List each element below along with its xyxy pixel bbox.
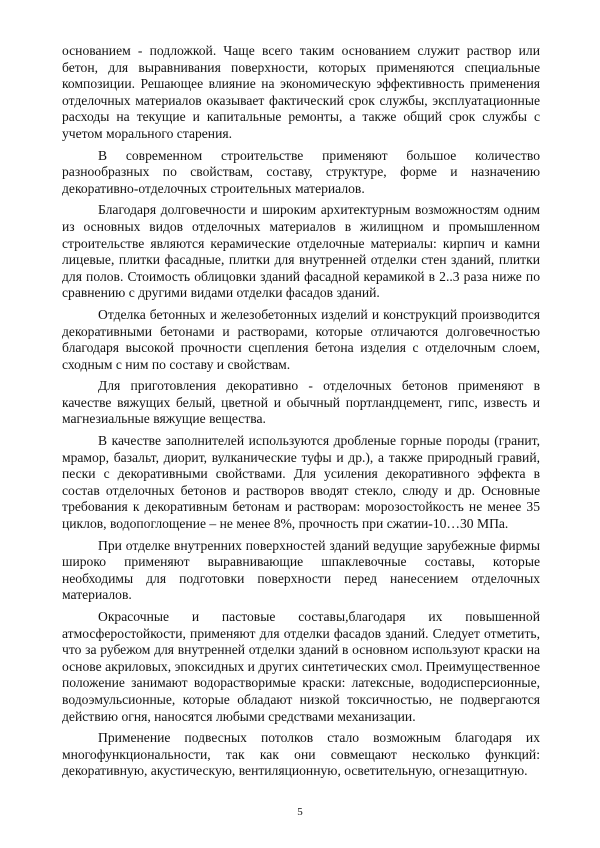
paragraph-7: При отделке внутренних поверхностей зданий ведущие зарубежные фирмы широко применяют выравнивающие шпаклевочные составы, которые необходимы для подготовки поверхности перед нанесением отделочных материалов. <box>62 537 540 603</box>
paragraph-6: В качестве заполнителей используются дробленые горные породы (гранит, мрамор, базальт, диорит, вулканические туфы и др.), а также природный гравий, пески с декоративными свойствами. Для усиления декоративного эффекта в состав отделочных бетонов и растворов вводят стекло, слюду и др. Основные требования к декоративным бетонам и растворам: морозостойкость не менее 35 циклов, водопоглощение – не менее 8%, прочность при сжатии-10…30 МПа. <box>62 433 540 532</box>
paragraph-9: Применение подвесных потолков стало возможным благодаря их многофункциональности, так как они совмещают несколько функций: декоративную, акустическую, вентиляционную, осветительную, огнезащитную. <box>62 730 540 779</box>
paragraph-3: Благодаря долговечности и широким архитектурным возможностям одним из основных видов отделочных материалов в жилищном и промышленном строительстве являются керамические отделочные материалы: кирпич и камни лицевые, плитки фасадные, плитки для внутренней отделки стен зданий, плитки для полов. Стоимость облицовки зданий фасадной керамикой в 2..3 раза ниже по сравнению с другими видами отделки фасадов зданий. <box>62 202 540 301</box>
paragraph-4: Отделка бетонных и железобетонных изделий и конструкций производится декоративными бетонами и растворами, которые отличаются долговечностью благодаря высокой прочности сцепления бетона изделия с отделочным слоем, сходным с ним по составу и свойствам. <box>62 306 540 372</box>
paragraph-8: Окрасочные и пастовые составы,благодаря их повышенной атмосферостойкости, применяют для отделки фасадов зданий. Следует отметить, что за рубежом для внутренней отделки зданий в основном используют краски на основе акриловых, эпоксидных и других синтетических смол. Преимущественное положение занимают водорастворимые краски: латексные, вододисперсионные, водоэмульсионные, которые обладают низкой токсичностью, не подвергаются действию огня, наносятся любыми средствами механизации. <box>62 609 540 724</box>
body-text <box>62 43 540 785</box>
paragraph-5: Для приготовления декоративно - отделочных бетонов применяют в качестве вяжущих белый, цветной и обычный портландцемент, гипс, известь и магнезиальные вяжущие вещества. <box>62 378 540 427</box>
paragraph-2: В современном строительстве применяют большое количество разнообразных по свойствам, составу, структуре, форме и назначению декоративно-отделочных строительных материалов. <box>62 147 540 196</box>
page-number: 5 <box>297 806 303 818</box>
paragraph-1: основанием - подложкой. Чаще всего таким основанием служит раствор или бетон, для выравнивания поверхности, которых применяются специальные композиции. Решающее влияние на экономическую эффективность применения отделочных материалов оказывает фактический срок службы, эксплуатационные расходы на текущие и капитальные ремонты, а также общий срок службы с учетом морального старения. <box>62 43 540 141</box>
